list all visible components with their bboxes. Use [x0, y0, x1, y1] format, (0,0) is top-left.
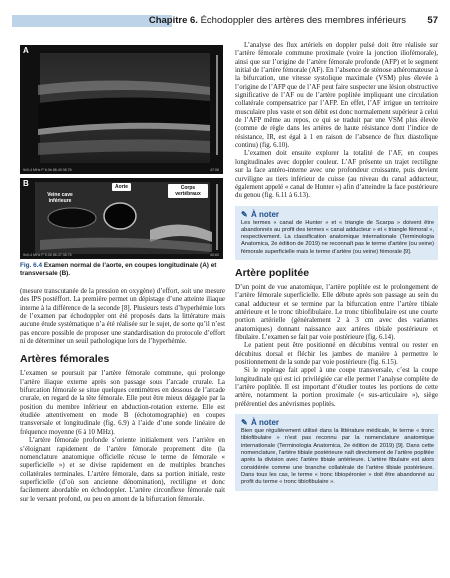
- note-body: Bien que régulièrement utilisé dans la littérature médicale, le terme « tronc tibiofibulaire » n’est pas reconnu par la nomenclature anatomique internationale (Terminologia Anatomica, 2e édition de 2019) [9]. Dans cette nomenclature, l’artère tibiale postérieure naît directement de l’artère poplitée après la division avec l’artère tibiale antérieure. L’artère fibulaire est alors considérée comme une branche collatérale de l’artère tibiale postérieure. Dans tous les cas, le terme « tronc tibiopéronier » doit être abandonné au profit du terme « tronc tibiofibulaire ».: [241, 428, 434, 486]
- note-title-text: À noter: [251, 418, 279, 428]
- note-title-text: À noter: [251, 209, 279, 219]
- right-column: [235, 42, 438, 496]
- figure-caption: [20, 262, 225, 279]
- note-title: [241, 417, 434, 428]
- paragraph: L’examen se poursuit par l’artère fémorale commune, qui prolonge l’artère iliaque externe après son passage sous l’arcade crurale. La bifurcation fémorale se situe quelques centimètres en dessous de l’arcade crurale, en regard de la tête fémorale. Elle peut être mieux dégagée par la position du membre inférieur en abduction-rotation externe. Elle est étudiée attentivement en mode B (échotomographie) en coupes transversale et longitudinale (fig. 6.9) à l’aide d’une sonde linéaire de fréquence moyenne (6 à 10 MHz).: [20, 370, 225, 436]
- figure-caption-text: Examen normal de l’aorte, en coupes longitudinale (A) et transversale (B).: [20, 262, 217, 278]
- paragraph: (mesure transcutanée de la pression en oxygène) d’effort, soit une mesure des IPS postéffort. La première permet un dépistage d’une atteinte iliaque interne à la différence de la seconde [8]. Plusieurs tests d’hyperhémie lors de l’examen par échodoppler ont été proposés dans la littérature mais aucune étude systématique n’a été réalisée sur le sujet, de sorte qu’il n’est pas encore possible de proposer une standardisation du protocole d’effort ni de déterminer un seuil pathologique lors de l’hyperhémie.: [20, 288, 225, 346]
- paragraph: Le patient peut être positionné en décubitus ventral ou rester en décubitus dorsal et fléchir les jambes de manière à permettre le positionnement de la sonde par voie postérieure (fig. 6.15).: [235, 342, 438, 367]
- note-title: [241, 209, 434, 220]
- left-column: [20, 288, 225, 504]
- paragraph: D’un point de vue anatomique, l’artère poplitée est le prolongement de l’artère fémorale superficielle. Elle débute après son passage au sein du canal adducteur et se termine par la bifurcation entre l’artère tibiale antérieure et le tronc tibiofibulaire. Le tronc tibiofibulaire est une courte portion artérielle (généralement 2 à 3 cm avec des variantes anatomiques) donnant naissance aux artères tibiale postérieure et fibulaire. L’examen se fait par voie postérieure (fig. 6.14).: [235, 284, 438, 342]
- paragraph: L’examen doit ensuite explorer la totalité de l’AF, en coupes longitudinales avec doppler couleur. L’AF présente un trajet rectiligne sur la face antéro-interne avec une profondeur croissante, puis devient curviligne au tiers inférieur de cuisse (au niveau du canal adducteur, également appelé « canal de Hunter ») afin d’atteindre la face postérieure du genou (fig. 6.11 à 6.13).: [235, 150, 438, 200]
- label-veine-cave: Veine cave inférieure: [47, 192, 73, 204]
- paragraph: Si le repérage fait appel à une coupe transversale, c’est la coupe longitudinale qui est ici privilégiée car elle permet l’analyse complète de l’artère poplitée. Il est important d’étudier toutes les portions de cette artère, notamment la portion proximale (« sus-articulaire »), siège préférentiel des anévrismes poplités.: [235, 367, 438, 408]
- figure-number: Fig. 6.4: [20, 262, 43, 269]
- chapter-title: [149, 14, 406, 28]
- note-body: Les termes « canal de Hunter » et « triangle de Scarpa » doivent être abandonnés au profit des termes « canal adducteur » et « triangle fémoral », respectivement. La classification anatomique internationale (Terminologia Anatomica, 2e édition de 2019) ne reconnaît pas le terme d’artère (ou veine) fémorale superficielle mais le terme d’artère (ou veine) fémorale [9].: [241, 219, 434, 255]
- note-box-1: [235, 206, 438, 260]
- ultrasound-panel-a: [20, 45, 223, 174]
- panel-b-time: 40:60: [210, 253, 219, 257]
- pencil-icon: ✎: [241, 418, 248, 428]
- ultrasound-image-a: [20, 45, 223, 174]
- paragraph: L’analyse des flux artériels en doppler pulsé doit être réalisée sur l’artère fémorale commune proximale (voire la jonction iliofémorale), ainsi que sur l’origine de l’artère fémorale profonde (AFP) et le segment initial de l’artère fémorale (AF). En l’absence de sténose athéromateuse à la bifurcation, une vitesse systolique maximale (VSM) plus élevée à l’origine de l’AFP que de l’AF peut faire suspecter une lésion obstructive significative de l’AF ou de l’artère poplitée impliquant une circulation collatérale compensatrice par l’AFP. En effet, l’AF irrigue un territoire musculaire plus vaste et son débit est donc normalement supérieur à celui de l’AFP même au repos, ce qui se traduit par une VSM plus élevée (comme de règle dans les artères de haute résistance dont l’indice de résistance, IR, est égal à 1 en raison de l’absence de flux diastolique continu) (fig. 6.10).: [235, 42, 438, 150]
- chapter-name: Échodoppler des artères des membres inférieurs: [200, 15, 406, 26]
- chapter-label: Chapitre 6.: [148, 15, 198, 26]
- running-header: [12, 14, 438, 28]
- panel-b-scan-info: 9x0-4 MHz P 5.0b 86.47 08.76: [23, 253, 72, 257]
- section-heading-femorales: Artères fémorales: [20, 353, 110, 366]
- label-corps-vertebraux: Corps vertébraux: [168, 184, 208, 198]
- paragraph: L’artère fémorale profonde s’oriente initialement vers l’arrière en s’éloignant rapidement de l’artère fémorale proprement dite (la nomenclature anatomique officielle récuse le terme de fémorale « superficielle ») et se divise rapidement en de multiples branches collatérales terminales. L’artère fémorale, dans sa portion initiale, reste superficielle (d’où son ancienne dénomination), rectiligne et donc facilement abordable en échodoppler. L’artère circonflexe fémorale nait sur le versant profond, ou peu en amont de la bifurcation fémorale.: [20, 437, 225, 503]
- note-box-2: [235, 414, 438, 490]
- ultrasound-panel-b: [20, 178, 223, 259]
- panel-a-letter: A: [23, 46, 29, 55]
- label-aorte: Aorte: [112, 183, 131, 191]
- panel-a-time: 47:06: [210, 168, 219, 172]
- pencil-icon: ✎: [241, 209, 248, 219]
- section-heading-poplitee: Artère poplitée: [235, 267, 310, 280]
- panel-a-scan-info: 9x0-4 MHz P 6.0b 86.40 08.76: [23, 168, 72, 172]
- panel-b-letter: B: [23, 179, 29, 188]
- page-number: 57: [427, 15, 438, 26]
